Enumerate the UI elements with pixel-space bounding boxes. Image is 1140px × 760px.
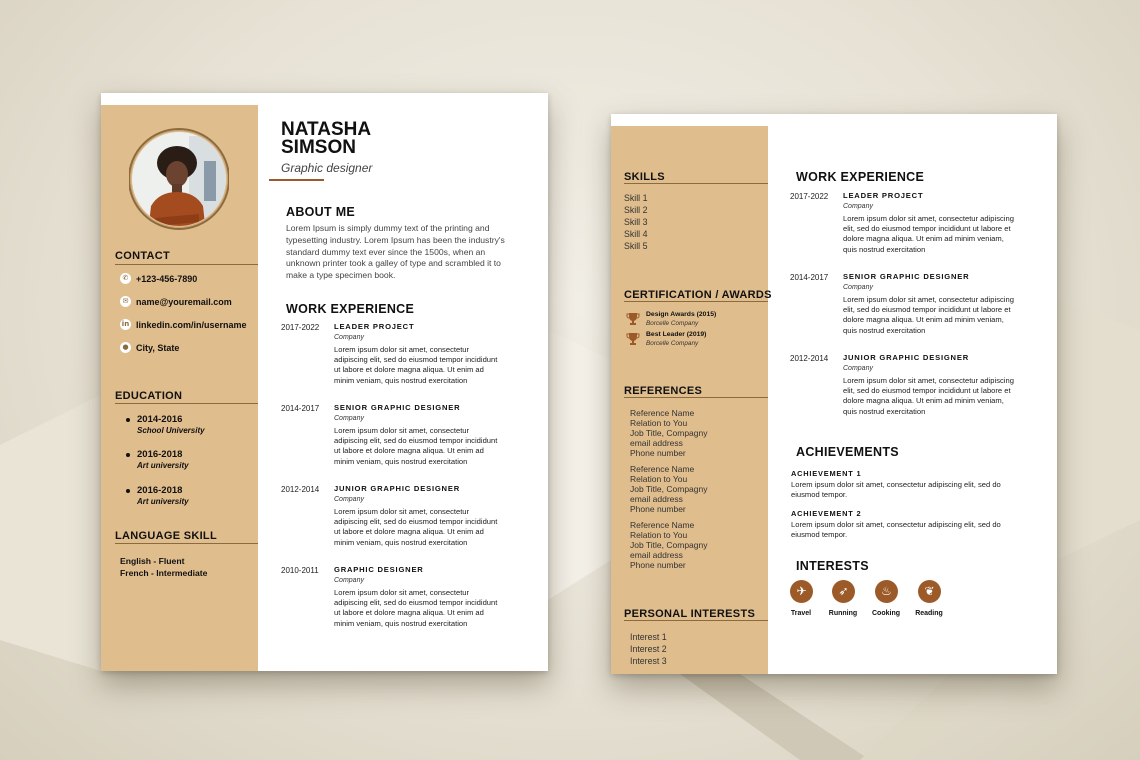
work-desc: Lorem ipsum dolor sit amet, consectetur adipiscing elit, sed do eiusmod tempor incididunt ut labore et dolore magna aliqua. Ut enim ad minim veniam, quis nostrud exercitation: [843, 214, 1014, 254]
contact-heading: CONTACT: [115, 250, 171, 262]
work-years: 2012-2014: [281, 485, 320, 494]
reference-block: [630, 409, 707, 459]
reference-phone: Phone number: [630, 559, 686, 570]
about-text: Lorem Ipsum is simply dummy text of the printing and typesetting industry. Lorem Ipsum has been the industry's standard dummy text ever since the 1500s, when an unknown printer took a galley of type and scrambled it to make a type specimen book.: [286, 223, 505, 281]
work-title: JUNIOR GRAPHIC DESIGNER: [334, 484, 460, 493]
about-heading: ABOUT ME: [286, 205, 356, 219]
work-company: Company: [334, 415, 364, 422]
edu-school: Art university: [137, 497, 189, 506]
trophy-icon: [626, 312, 640, 326]
skills-rule: [624, 183, 768, 184]
reference-name: Reference Name: [630, 408, 695, 418]
interest-label: Cooking: [872, 610, 900, 617]
linkedin-icon: in: [121, 320, 130, 328]
reference-block: [630, 521, 707, 571]
resume-page-2: [611, 114, 1057, 674]
mail-icon: ✉: [120, 296, 131, 307]
role-underline: [269, 179, 324, 181]
reference-relation: Relation to You: [630, 529, 688, 540]
certification-heading: CERTIFICATION / AWARDS: [624, 289, 772, 301]
profile-photo: [129, 116, 229, 242]
reference-block: [630, 465, 707, 515]
work-title: LEADER PROJECT: [843, 191, 924, 200]
job-role: Graphic designer: [281, 161, 373, 175]
work-title: SENIOR GRAPHIC DESIGNER: [843, 272, 970, 281]
work-title: SENIOR GRAPHIC DESIGNER: [334, 403, 461, 412]
interest-label: Travel: [790, 610, 812, 617]
language-rule: [115, 543, 258, 544]
edu-school: School University: [137, 426, 205, 435]
work-years: 2017-2022: [281, 323, 320, 332]
award-title: Best Leader (2019): [646, 331, 707, 338]
skill-item: Skill 1: [624, 193, 648, 203]
language-item: English - Fluent: [120, 556, 185, 566]
reference-phone: Phone number: [630, 503, 686, 514]
education-heading: EDUCATION: [115, 390, 183, 402]
skill-item: Skill 3: [624, 217, 648, 227]
edu-school: Art university: [137, 461, 189, 470]
achievement-text: Lorem ipsum dolor sit amet, consectetur adipiscing elit, sed do eiusmod tempor.: [791, 480, 1001, 500]
work-company: Company: [843, 203, 873, 210]
work-title: GRAPHIC DESIGNER: [334, 565, 424, 574]
interest-item: Interest 2: [630, 644, 667, 654]
work-company: Company: [334, 577, 364, 584]
edu-years: 2014-2016: [137, 414, 183, 425]
references-heading: REFERENCES: [624, 385, 703, 397]
personal-interests-rule: [624, 620, 768, 621]
work-desc: Lorem ipsum dolor sit amet, consectetur adipiscing elit, sed do eiusmod tempor incididunt ut labore et dolore magna aliqua. Ut enim ad minim veniam, quis nostrud exercitation: [843, 295, 1014, 335]
contact-rule: [115, 264, 258, 265]
reference-relation: Relation to You: [630, 473, 688, 484]
education-rule: [115, 403, 258, 404]
reference-job: Job Title, Compagny: [630, 427, 708, 438]
phone-icon: ✆: [120, 273, 131, 284]
edu-years: 2016-2018: [137, 449, 183, 460]
reference-name: Reference Name: [630, 520, 695, 530]
award-title: Design Awards (2015): [646, 311, 717, 318]
reference-email: email address: [630, 437, 683, 448]
work-company: Company: [843, 284, 873, 291]
contact-linkedin: linkedin.com/in/username: [136, 320, 247, 330]
edu-bullet: [126, 418, 130, 422]
interest-item: Interest 3: [630, 656, 667, 666]
achievements-heading: ACHIEVEMENTS: [796, 445, 899, 459]
work-desc: Lorem ipsum dolor sit amet, consectetur adipiscing elit, sed do eiusmod tempor incididunt ut labore et dolore magna aliqua. Ut enim ad minim veniam, quis nostrud exercitation: [334, 345, 498, 385]
name-first: NATASHA: [281, 119, 372, 140]
certification-rule: [624, 301, 768, 302]
interest-label: Reading: [915, 610, 943, 617]
skill-item: Skill 4: [624, 229, 648, 239]
cooking-icon: ♨: [875, 580, 898, 603]
work-years: 2012-2014: [790, 354, 829, 363]
work-years: 2014-2017: [281, 404, 320, 413]
reference-relation: Relation to You: [630, 417, 688, 428]
contact-email: name@youremail.com: [136, 297, 232, 307]
work-company: Company: [334, 334, 364, 341]
running-icon: ➶: [832, 580, 855, 603]
interest-label: Running: [828, 610, 858, 617]
skill-item: Skill 2: [624, 205, 648, 215]
work-years: 2014-2017: [790, 273, 829, 282]
trophy-icon: [626, 332, 640, 346]
work-years: 2010-2011: [281, 566, 319, 575]
language-heading: LANGUAGE SKILL: [115, 530, 217, 542]
location-icon: ●: [120, 342, 131, 353]
work-heading: WORK EXPERIENCE: [286, 302, 415, 316]
work-desc: Lorem ipsum dolor sit amet, consectetur adipiscing elit, sed do eiusmod tempor incididunt ut labore et dolore magna aliqua. Ut enim ad minim veniam, quis nostrud exercitation: [334, 426, 498, 466]
achievement-title: ACHIEVEMENT 2: [791, 509, 862, 518]
reference-email: email address: [630, 493, 683, 504]
language-item: French - Intermediate: [120, 568, 208, 578]
work-desc: Lorem ipsum dolor sit amet, consectetur adipiscing elit, sed do eiusmod tempor incididunt ut labore et dolore magna aliqua. Ut enim ad minim veniam, quis nostrud exercitation: [334, 588, 498, 628]
reference-phone: Phone number: [630, 447, 686, 458]
interests-heading: INTERESTS: [796, 559, 869, 573]
achievement-title: ACHIEVEMENT 1: [791, 469, 862, 478]
reference-name: Reference Name: [630, 464, 695, 474]
reference-job: Job Title, Compagny: [630, 539, 708, 550]
work-desc: Lorem ipsum dolor sit amet, consectetur adipiscing elit, sed do eiusmod tempor incididunt ut labore et dolore magna aliqua. Ut enim ad minim veniam, quis nostrud exercitation: [334, 507, 498, 547]
work-heading: WORK EXPERIENCE: [796, 170, 925, 184]
resume-page-1: [101, 93, 548, 671]
contact-location: City, State: [136, 343, 180, 353]
work-title: LEADER PROJECT: [334, 322, 415, 331]
reference-job: Job Title, Compagny: [630, 483, 708, 494]
travel-icon: ✈: [790, 580, 813, 603]
reference-email: email address: [630, 549, 683, 560]
reading-icon: ❦: [918, 580, 941, 603]
name-last: SIMSON: [281, 137, 356, 158]
award-company: Borcelle Company: [646, 340, 699, 347]
award-company: Borcelle Company: [646, 320, 699, 327]
personal-interests-heading: PERSONAL INTERESTS: [624, 608, 756, 620]
work-company: Company: [334, 496, 364, 503]
edu-bullet: [126, 489, 130, 493]
work-title: JUNIOR GRAPHIC DESIGNER: [843, 353, 969, 362]
references-rule: [624, 397, 768, 398]
work-desc: Lorem ipsum dolor sit amet, consectetur adipiscing elit, sed do eiusmod tempor incididunt ut labore et dolore magna aliqua. Ut enim ad minim veniam, quis nostrud exercitation: [843, 376, 1014, 416]
interest-item: Interest 1: [630, 632, 667, 642]
skill-item: Skill 5: [624, 241, 648, 251]
work-company: Company: [843, 365, 873, 372]
skills-heading: SKILLS: [624, 171, 665, 183]
edu-years: 2016-2018: [137, 485, 183, 496]
edu-bullet: [126, 453, 130, 457]
contact-phone: +123-456-7890: [136, 274, 198, 284]
achievement-text: Lorem ipsum dolor sit amet, consectetur adipiscing elit, sed do eiusmod tempor.: [791, 520, 1001, 540]
work-years: 2017-2022: [790, 192, 829, 201]
